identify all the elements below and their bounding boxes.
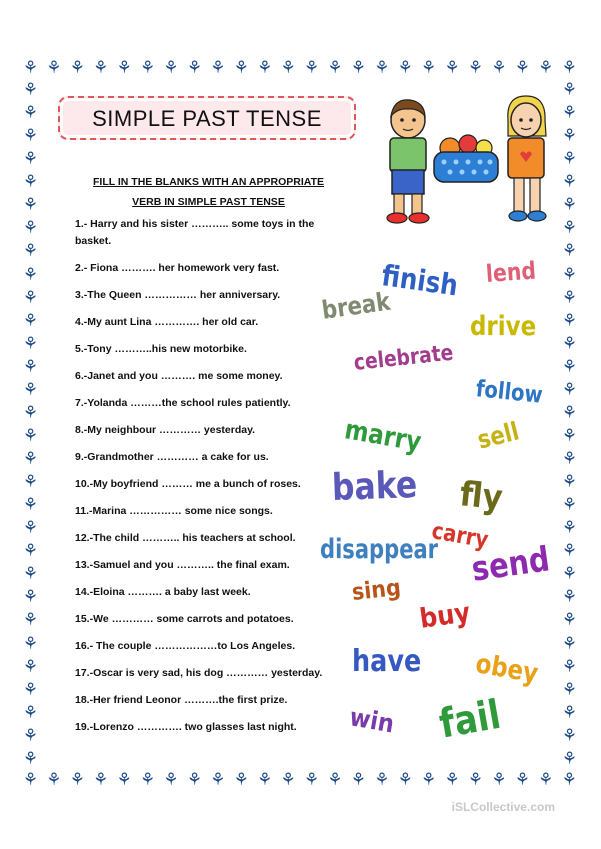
palm-tree-icon: ⚘ <box>561 379 578 400</box>
palm-tree-icon: ⚘ <box>22 587 39 608</box>
palm-tree-icon: ⚘ <box>561 702 578 723</box>
palm-tree-icon: ⚘ <box>561 425 578 446</box>
palm-tree-icon: ⚘ <box>186 58 203 78</box>
palm-tree-icon: ⚘ <box>303 770 320 790</box>
palm-tree-icon: ⚘ <box>22 449 39 469</box>
palm-tree-icon: ⚘ <box>22 610 39 631</box>
palm-tree-icon: ⚘ <box>22 656 39 677</box>
title-box <box>58 96 356 140</box>
palm-tree-icon: ⚘ <box>538 58 554 78</box>
palm-tree-icon: ⚘ <box>116 58 132 78</box>
palm-tree-icon: ⚘ <box>327 58 343 78</box>
palm-tree-icon: ⚘ <box>561 172 578 193</box>
word-bake: bake <box>331 463 418 509</box>
palm-tree-icon: ⚘ <box>561 633 578 654</box>
word-have: have <box>352 644 422 679</box>
palm-tree-icon: ⚘ <box>22 679 39 700</box>
word-celebrate: celebrate <box>352 340 455 376</box>
instructions-line-1: FILL IN THE BLANKS WITH AN APPROPRIATE <box>93 176 324 188</box>
palm-tree-icon: ⚘ <box>139 770 156 790</box>
border-left <box>22 82 39 768</box>
palm-tree-icon: ⚘ <box>22 356 39 377</box>
word-fail: fail <box>436 691 505 748</box>
palm-tree-icon: ⚘ <box>444 58 460 78</box>
palm-tree-icon: ⚘ <box>561 80 578 100</box>
palm-tree-icon: ⚘ <box>280 770 296 790</box>
word-win: win <box>347 702 397 739</box>
palm-tree-icon: ⚘ <box>561 402 578 423</box>
exercise-item-16: 16.- The couple ………………to Los Angeles. <box>75 640 296 652</box>
exercise-item-2: 2.- Fiona ………. her homework very fast. <box>75 262 280 274</box>
watermark: iSLCollective.com <box>451 800 555 814</box>
palm-tree-icon: ⚘ <box>22 103 39 124</box>
border-bottom <box>22 772 578 789</box>
girl-figure <box>508 96 546 221</box>
palm-tree-icon: ⚘ <box>561 264 578 285</box>
palm-tree-icon: ⚘ <box>22 402 39 423</box>
palm-tree-icon: ⚘ <box>561 449 578 469</box>
palm-tree-icon: ⚘ <box>421 58 437 78</box>
palm-tree-icon: ⚘ <box>421 770 437 790</box>
palm-tree-icon: ⚘ <box>538 770 554 790</box>
palm-tree-icon: ⚘ <box>303 58 320 78</box>
palm-tree-icon: ⚘ <box>22 287 39 308</box>
palm-tree-icon: ⚘ <box>561 541 578 562</box>
word-sell: sell <box>474 416 522 455</box>
palm-tree-icon: ⚘ <box>561 518 578 539</box>
instructions-line-2: VERB IN SIMPLE PAST TENSE <box>132 196 285 208</box>
exercise-item-5: 5.-Tony ………..his new motorbike. <box>75 343 247 355</box>
palm-tree-icon: ⚘ <box>397 58 413 78</box>
palm-tree-icon: ⚘ <box>561 656 578 677</box>
palm-tree-icon: ⚘ <box>69 770 85 790</box>
word-drive: drive <box>470 311 537 342</box>
palm-tree-icon: ⚘ <box>327 770 343 790</box>
border-right <box>561 82 578 768</box>
palm-tree-icon: ⚘ <box>374 58 390 78</box>
palm-tree-icon: ⚘ <box>561 679 578 700</box>
palm-tree-icon: ⚘ <box>561 356 578 377</box>
palm-tree-icon: ⚘ <box>46 770 62 790</box>
palm-tree-icon: ⚘ <box>561 195 578 216</box>
palm-tree-icon: ⚘ <box>22 379 39 400</box>
palm-tree-icon: ⚘ <box>163 770 179 790</box>
palm-tree-icon: ⚘ <box>186 770 203 790</box>
palm-tree-icon: ⚘ <box>46 58 62 78</box>
palm-tree-icon: ⚘ <box>233 770 249 790</box>
exercise-item-19: 19.-Lorenzo …………. two glasses last night. <box>75 721 297 733</box>
palm-tree-icon: ⚘ <box>22 725 39 746</box>
instructions <box>66 172 351 212</box>
palm-tree-icon: ⚘ <box>491 58 507 78</box>
palm-tree-icon: ⚘ <box>280 58 296 78</box>
word-follow: follow <box>474 376 544 409</box>
word-buy: buy <box>417 597 473 635</box>
palm-tree-icon: ⚘ <box>561 310 578 331</box>
palm-tree-icon: ⚘ <box>22 633 39 654</box>
palm-tree-icon: ⚘ <box>22 702 39 723</box>
palm-tree-icon: ⚘ <box>116 770 132 790</box>
palm-tree-icon: ⚘ <box>22 264 39 285</box>
palm-tree-icon: ⚘ <box>22 748 39 769</box>
palm-tree-icon: ⚘ <box>561 472 578 493</box>
palm-tree-icon: ⚘ <box>561 126 578 147</box>
palm-tree-icon: ⚘ <box>561 564 578 585</box>
exercise-item-12: 12.-The child ……….. his teachers at school. <box>75 532 296 544</box>
palm-tree-icon: ⚘ <box>561 58 577 78</box>
exercise-item-14: 14.-Eloina ………. a baby last week. <box>75 586 251 598</box>
palm-tree-icon: ⚘ <box>350 58 367 78</box>
palm-tree-icon: ⚘ <box>561 610 578 631</box>
palm-tree-icon: ⚘ <box>139 58 156 78</box>
palm-tree-icon: ⚘ <box>210 58 226 78</box>
word-finish: finish <box>379 258 461 303</box>
palm-tree-icon: ⚘ <box>374 770 390 790</box>
palm-tree-icon: ⚘ <box>561 218 578 239</box>
palm-tree-icon: ⚘ <box>467 58 484 78</box>
palm-tree-icon: ⚘ <box>257 770 273 790</box>
palm-tree-icon: ⚘ <box>561 287 578 308</box>
palm-tree-icon: ⚘ <box>444 770 460 790</box>
exercise-item-3: 3.-The Queen …………… her anniversary. <box>75 289 281 301</box>
word-sing: sing <box>350 574 403 606</box>
palm-tree-icon: ⚘ <box>22 80 39 100</box>
palm-tree-icon: ⚘ <box>491 770 507 790</box>
palm-tree-icon: ⚘ <box>22 541 39 562</box>
palm-tree-icon: ⚘ <box>22 564 39 585</box>
kids-illustration <box>380 90 560 230</box>
palm-tree-icon: ⚘ <box>22 241 39 262</box>
palm-tree-icon: ⚘ <box>22 172 39 193</box>
palm-tree-icon: ⚘ <box>22 195 39 216</box>
palm-tree-icon: ⚘ <box>350 770 367 790</box>
palm-tree-icon: ⚘ <box>93 770 109 790</box>
palm-tree-icon: ⚘ <box>22 58 39 78</box>
palm-tree-icon: ⚘ <box>257 58 273 78</box>
palm-tree-icon: ⚘ <box>561 241 578 262</box>
palm-tree-icon: ⚘ <box>514 770 530 790</box>
word-send: send <box>469 539 553 590</box>
page-title: SIMPLE PAST TENSE <box>92 106 322 131</box>
exercise-item-15: 15.-We ………… some carrots and potatoes. <box>75 613 294 625</box>
word-break: break <box>319 286 392 325</box>
palm-tree-icon: ⚘ <box>22 149 39 170</box>
palm-tree-icon: ⚘ <box>561 103 578 124</box>
exercise-item-7: 7.-Yolanda ………the school rules patiently. <box>75 397 291 409</box>
palm-tree-icon: ⚘ <box>163 58 179 78</box>
word-carry: carry <box>429 518 491 554</box>
palm-tree-icon: ⚘ <box>22 518 39 539</box>
palm-tree-icon: ⚘ <box>561 149 578 170</box>
palm-tree-icon: ⚘ <box>233 58 249 78</box>
palm-tree-icon: ⚘ <box>69 58 85 78</box>
exercise-item-1: 1.- Harry and his sister ……….. some toys in the basket. <box>75 218 315 247</box>
boy-figure <box>387 100 429 223</box>
toy-basket <box>434 135 498 182</box>
palm-tree-icon: ⚘ <box>561 495 578 516</box>
word-fly: fly <box>457 474 505 519</box>
palm-tree-icon: ⚘ <box>22 472 39 493</box>
palm-tree-icon: ⚘ <box>22 425 39 446</box>
word-obey: obey <box>473 648 541 690</box>
exercise-item-9: 9.-Grandmother ………… a cake for us. <box>75 451 269 463</box>
palm-tree-icon: ⚘ <box>561 333 578 354</box>
word-disappear: disappear <box>320 534 439 565</box>
exercise-item-6: 6.-Janet and you ………. me some money. <box>75 370 283 382</box>
exercise-item-11: 11.-Marina …………… some nice songs. <box>75 505 273 517</box>
palm-tree-icon: ⚘ <box>22 495 39 516</box>
exercise-item-17: 17.-Oscar is very sad, his dog ………… yesterday. <box>75 667 323 679</box>
palm-tree-icon: ⚘ <box>561 587 578 608</box>
palm-tree-icon: ⚘ <box>210 770 226 790</box>
exercise-item-18: 18.-Her friend Leonor ……….the first prize. <box>75 694 288 706</box>
palm-tree-icon: ⚘ <box>561 770 577 790</box>
word-marry: marry <box>342 414 424 459</box>
palm-tree-icon: ⚘ <box>397 770 413 790</box>
palm-tree-icon: ⚘ <box>467 770 484 790</box>
palm-tree-icon: ⚘ <box>22 218 39 239</box>
palm-tree-icon: ⚘ <box>22 126 39 147</box>
palm-tree-icon: ⚘ <box>561 725 578 746</box>
border-top <box>22 60 578 77</box>
exercise-item-10: 10.-My boyfriend ……… me a bunch of roses. <box>75 478 301 490</box>
exercise-item-13: 13.-Samuel and you ……….. the final exam. <box>75 559 290 571</box>
palm-tree-icon: ⚘ <box>22 310 39 331</box>
exercise-item-4: 4.-My aunt Lina …………. her old car. <box>75 316 259 328</box>
palm-tree-icon: ⚘ <box>514 58 530 78</box>
word-lend: lend <box>485 256 537 288</box>
palm-tree-icon: ⚘ <box>561 748 578 769</box>
palm-tree-icon: ⚘ <box>93 58 109 78</box>
palm-tree-icon: ⚘ <box>22 770 39 790</box>
exercise-item-8: 8.-My neighbour ………… yesterday. <box>75 424 256 436</box>
palm-tree-icon: ⚘ <box>22 333 39 354</box>
